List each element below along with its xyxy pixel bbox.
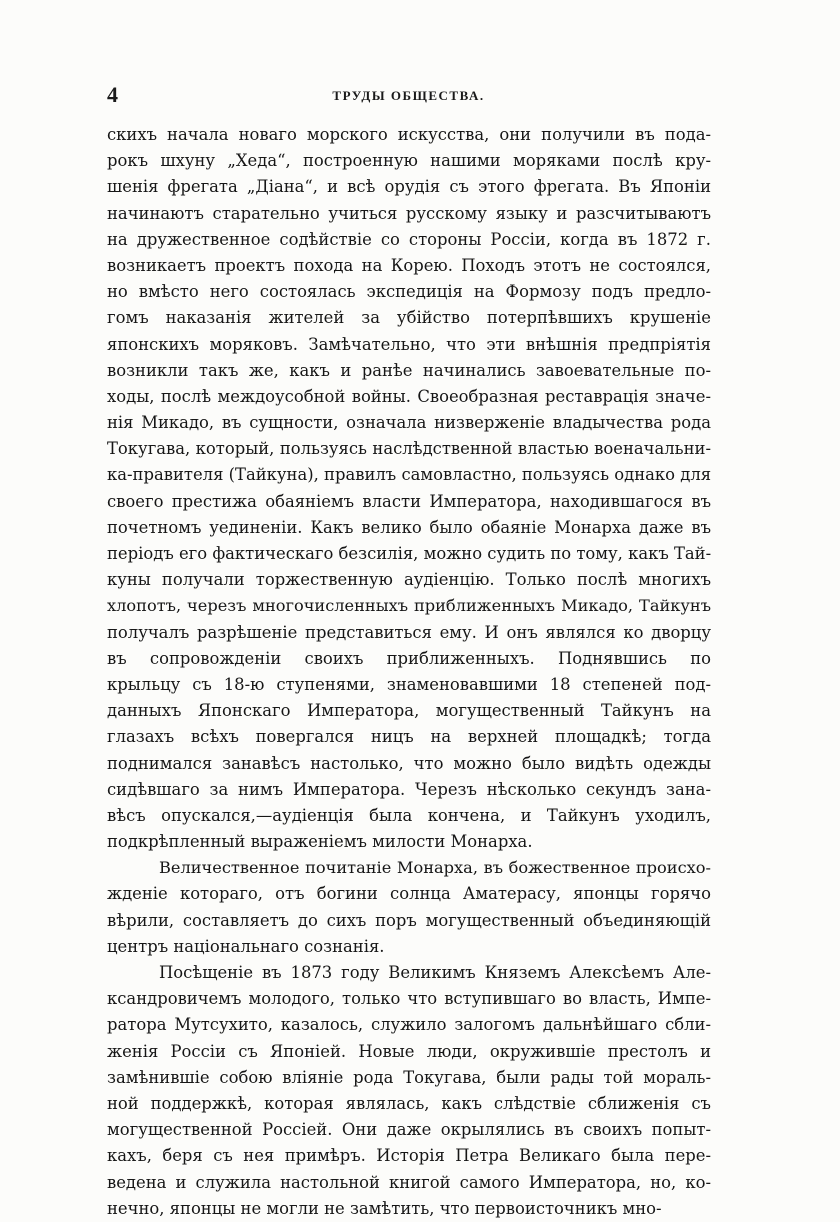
text-line: рокъ шхуну „Хеда“, построенную нашими моряками послѣ кру- [107,151,711,171]
body-text [107,122,711,1222]
text-line: начинаютъ старательно учиться русскому языку и разсчитываютъ [107,203,711,223]
text-line: на дружественное содѣйствіе со стороны Россіи, когда въ 1872 г. [107,229,711,249]
text-line: сидѣвшаго за нимъ Императора. Черезъ нѣсколько секундъ зана- [107,779,711,799]
page-number: 4 [107,82,118,107]
paragraph [107,122,711,855]
text-line: періодъ его фактическаго безсилія, можно судить по тому, какъ Тай- [107,544,712,563]
text-line: Посѣщеніе въ 1873 году Великимъ Княземъ Алексѣемъ Але- [159,963,711,982]
text-line: но вмѣсто него состоялась экспедиція на Формозу подъ предло- [107,282,711,302]
text-line: ходы, послѣ междоусобной войны. Своеобразная реставрація значе- [107,386,711,406]
text-line: шенія фрегата „Діана“, и всѣ орудія съ этого фрегата. Въ Японіи [107,177,711,197]
text-line: могущественной Россіей. Они даже окрылялись въ своихъ попыт- [107,1120,711,1140]
text-line: ратора Мутсухито, казалось, служило залогомъ дальнѣйшаго сбли- [107,1015,711,1035]
text-line: подкрѣпленный выраженіемъ милости Монарха. [107,832,533,852]
text-line: кахъ, беря съ нея примѣръ. Исторія Петра Великаго была пере- [107,1146,711,1166]
text-line: возникли такъ же, какъ и ранѣе начинались завоевательные по- [107,360,711,380]
text-line: замѣнившіе собою вліяніе рода Токугава, были рады той мораль- [107,1067,711,1087]
text-line: вѣсъ опускался,—аудіенція была кончена, и Тайкунъ уходилъ, [107,805,711,825]
text-line: японскихъ моряковъ. Замѣчательно, что эти внѣшнія предпріятія [107,334,711,354]
text-line: вѣрили, составляетъ до сихъ поръ могущественный объединяющій [107,910,711,930]
text-line: ксандровичемъ молодого, только что вступившаго во власть, Импе- [107,989,711,1009]
text-line: Токугава, который, пользуясь наслѣдственной властью военачальни- [107,439,711,459]
text-line: глазахъ всѣхъ повергался ницъ на верхней площадкѣ; тогда [107,727,711,747]
text-line: своего престижа обаяніемъ власти Императора, находившагося въ [107,491,711,511]
text-line: въ сопровожденіи своихъ приближенныхъ. Поднявшись по [107,648,711,668]
text-line: женія Россіи съ Японіей. Новые люди, окружившіе престолъ и [107,1041,711,1061]
page-header [107,82,710,108]
text-line: Величественное почитаніе Монарха, въ божественное происхо- [159,858,711,878]
text-line: нечно, японцы не могли не замѣтить, что первоисточникъ мно- [107,1198,662,1218]
running-title: ТРУДЫ ОБЩЕСТВА. [332,88,485,103]
text-line: куны получали торжественную аудіенцію. Только послѣ многихъ [107,570,711,590]
text-line: крыльцу съ 18-ю ступенями, знаменовавшими 18 степеней под- [107,674,711,694]
text-line: нія Микадо, въ сущности, означала низверженіе владычества рода [107,413,711,433]
text-line: ной поддержкѣ, которая являлась, какъ слѣдствіе сближенія съ [107,1093,711,1113]
text-line: поднимался занавѣсъ настолько, что можно было видѣть одежды [107,753,711,773]
text-line: возникаетъ проектъ похода на Корею. Походъ этотъ не состоялся, [107,255,711,275]
text-line: скихъ начала новаго морского искусства, они получили въ пода- [107,125,711,144]
text-line: центръ національнаго сознанія. [107,936,385,956]
text-line: почетномъ уединеніи. Какъ велико было обаяніе Монарха даже въ [107,517,711,537]
text-line: хлопотъ, черезъ многочисленныхъ приближенныхъ Микадо, Тайкунъ [107,596,711,616]
text-line: ведена и служила настольной книгой самого Императора, но, ко- [107,1172,711,1192]
text-line: получалъ разрѣшеніе представиться ему. И онъ являлся ко дворцу [107,622,711,642]
text-line: жденіе котораго, отъ богини солнца Аматерасу, японцы горячо [107,884,711,904]
text-line: гомъ наказанія жителей за убійство потерпѣвшихъ крушеніе [107,308,711,328]
paragraph [107,855,711,960]
text-line: ка-правителя (Тайкуна), правилъ самовластно, пользуясь однако для [107,465,712,485]
text-line: данныхъ Японскаго Императора, могущественный Тайкунъ на [107,701,711,721]
paragraph [107,960,711,1222]
